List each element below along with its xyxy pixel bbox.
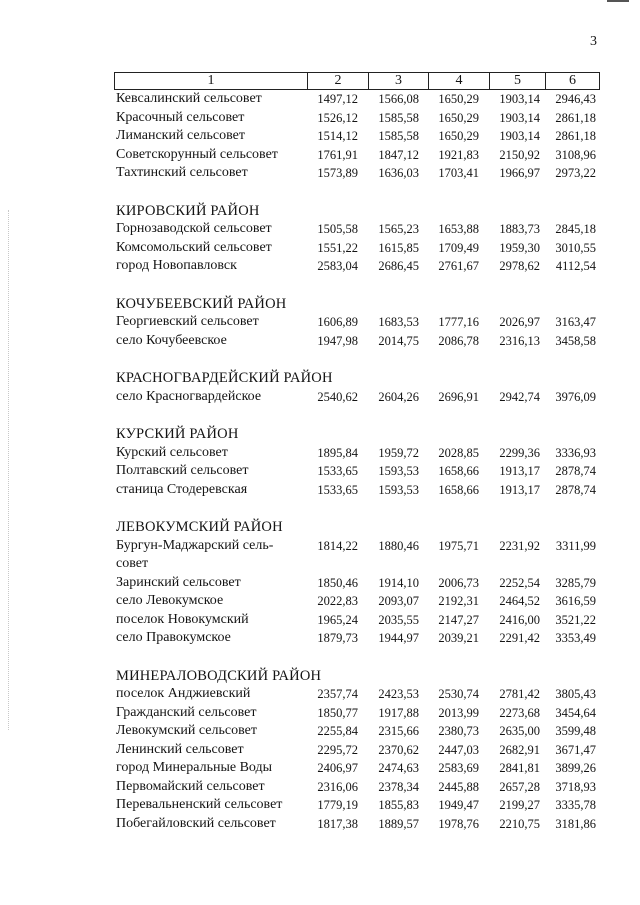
value-col-3: 1855,83 — [378, 798, 419, 812]
value-col-2: 2540,62 — [317, 389, 358, 404]
settlement-name: Левокумский сельсовет — [116, 723, 257, 738]
value-col-2: 2255,84 — [317, 724, 358, 738]
value-col-4: 2028,85 — [438, 445, 479, 460]
settlement-name: Советскорунный сельсовет — [116, 146, 278, 162]
settlement-name: село Красногвардейское — [116, 388, 262, 404]
settlement-name: Первомайский сельсовет — [116, 778, 265, 794]
value-col-6: 3335,78 — [555, 798, 596, 812]
value-col-6: 2973,22 — [555, 166, 596, 180]
header-col-6: 6 — [545, 73, 599, 89]
value-col-5: 1903,14 — [499, 110, 540, 125]
value-col-3: 1683,53 — [378, 315, 419, 329]
value-col-5: 2291,42 — [499, 631, 540, 645]
settlement-name: Лиманский сельсовет — [116, 128, 246, 143]
header-col-1: 1 — [207, 73, 215, 88]
value-col-4: 1949,47 — [438, 798, 479, 812]
settlement-name: поселок Новокумский — [116, 611, 249, 627]
section-spacer — [114, 276, 600, 295]
value-col-3: 1585,58 — [378, 129, 419, 143]
value-col-6: 3108,96 — [555, 147, 596, 162]
value-col-5: 2273,68 — [499, 705, 540, 720]
value-col-6: 3181,86 — [555, 816, 596, 831]
value-col-2: 2357,74 — [317, 687, 358, 701]
value-col-3: 2315,66 — [378, 724, 419, 738]
value-col-2: 1505,58 — [317, 222, 358, 236]
value-col-5: 1913,17 — [499, 482, 540, 497]
value-col-4: 1777,16 — [438, 315, 479, 329]
value-col-6: 3010,55 — [555, 240, 596, 255]
value-col-6: 3976,09 — [555, 389, 596, 404]
section-title: ЛЕВОКУМСКИЙ РАЙОН — [116, 519, 283, 535]
table-row — [114, 388, 600, 407]
section-heading — [114, 369, 600, 388]
table-row — [114, 778, 600, 797]
value-col-5: 2231,92 — [499, 538, 540, 553]
value-col-6: 2845,18 — [555, 222, 596, 236]
value-col-6: 3899,26 — [555, 761, 596, 775]
settlement-name: Горнозаводской сельсовет — [116, 221, 272, 236]
value-col-4: 1650,29 — [438, 110, 479, 125]
section-title: КРАСНОГВАРДЕЙСКИЙ РАЙОН — [116, 370, 333, 386]
value-col-4: 2445,88 — [438, 779, 479, 794]
value-col-2: 1879,73 — [317, 631, 358, 645]
value-col-3: 1615,85 — [378, 240, 419, 255]
section-spacer — [114, 183, 600, 202]
value-col-2: 1526,12 — [317, 110, 358, 125]
value-col-4: 2380,73 — [438, 724, 479, 738]
value-col-4: 1921,83 — [438, 147, 479, 162]
table-row — [114, 127, 600, 146]
table-row — [114, 796, 600, 815]
value-col-2: 2406,97 — [317, 761, 358, 775]
value-col-2: 2316,06 — [317, 779, 358, 794]
settlement-name: Кевсалинский сельсовет — [116, 91, 262, 106]
value-col-4: 2192,31 — [438, 594, 479, 608]
section-heading — [114, 667, 600, 686]
value-col-3: 1914,10 — [378, 575, 419, 590]
value-col-2: 1817,38 — [317, 816, 358, 831]
value-col-2: 1761,91 — [317, 147, 358, 162]
section-heading — [114, 425, 600, 444]
value-col-6: 2861,18 — [555, 129, 596, 143]
value-col-3: 2014,75 — [378, 333, 419, 348]
value-col-2: 1814,22 — [317, 538, 358, 553]
value-col-4: 1650,29 — [438, 92, 479, 106]
settlement-name: Полтавский сельсовет — [116, 463, 249, 478]
table-row — [114, 332, 600, 351]
value-col-2: 1850,77 — [317, 705, 358, 720]
value-col-6: 3671,47 — [555, 742, 596, 757]
table-row — [114, 611, 600, 630]
value-col-2: 2295,72 — [317, 742, 358, 757]
value-col-5: 2210,75 — [499, 816, 540, 831]
value-col-3: 1847,12 — [378, 147, 419, 162]
value-col-5: 2026,97 — [499, 315, 540, 329]
value-col-5: 2978,62 — [499, 259, 540, 273]
value-col-5: 2657,28 — [499, 779, 540, 794]
section-heading — [114, 202, 600, 221]
value-col-5: 2416,00 — [499, 612, 540, 627]
settlement-name: Тахтинский сельсовет — [116, 165, 248, 180]
value-col-5: 1903,14 — [499, 129, 540, 143]
value-col-4: 1975,71 — [438, 538, 479, 553]
table-row — [114, 759, 600, 778]
value-col-6: 3805,43 — [555, 687, 596, 701]
settlement-name: Гражданский сельсовет — [116, 704, 257, 720]
table-row — [114, 741, 600, 760]
value-col-4: 2013,99 — [438, 705, 479, 720]
value-col-4: 2039,21 — [438, 631, 479, 645]
value-col-4: 2583,69 — [438, 761, 479, 775]
settlement-name: село Кочубеевское — [116, 332, 227, 348]
value-col-3: 2604,26 — [378, 389, 419, 404]
value-col-4: 2086,78 — [438, 333, 479, 348]
value-col-4: 1709,49 — [438, 240, 479, 255]
value-col-3: 1565,23 — [378, 222, 419, 236]
value-col-3: 2370,62 — [378, 742, 419, 757]
value-col-6: 3616,59 — [555, 594, 596, 608]
section-spacer — [114, 499, 600, 518]
value-col-3: 1636,03 — [378, 166, 419, 180]
value-col-5: 2942,74 — [499, 389, 540, 404]
value-col-3: 2686,45 — [378, 259, 419, 273]
settlement-name: станица Стодеревская — [116, 481, 248, 497]
value-col-6: 3285,79 — [555, 575, 596, 590]
scan-fold-line — [8, 210, 10, 730]
value-col-6: 3454,64 — [555, 705, 596, 720]
section-title: МИНЕРАЛОВОДСКИЙ РАЙОН — [116, 667, 322, 684]
settlement-name: Бургун-Маджарский сель-совет — [116, 537, 274, 571]
table-row — [114, 629, 600, 648]
value-col-3: 2093,07 — [378, 594, 419, 608]
value-col-2: 2022,83 — [317, 594, 358, 608]
value-col-6: 2946,43 — [555, 92, 596, 106]
value-col-6: 2878,74 — [555, 464, 596, 478]
table-row — [114, 704, 600, 723]
settlement-name: Красочный сельсовет — [116, 109, 245, 125]
value-col-3: 1585,58 — [378, 110, 419, 125]
value-col-6: 3353,49 — [555, 631, 596, 645]
value-col-3: 1566,08 — [378, 92, 419, 106]
table-row — [114, 239, 600, 258]
value-col-3: 1880,46 — [378, 538, 419, 553]
value-col-2: 1947,98 — [317, 333, 358, 348]
value-col-5: 1966,97 — [499, 166, 540, 180]
table-row — [114, 444, 600, 463]
value-col-4: 1703,41 — [438, 166, 479, 180]
value-col-4: 2147,27 — [438, 612, 479, 627]
value-col-5: 2316,13 — [499, 333, 540, 348]
settlement-name: Ленинский сельсовет — [116, 741, 244, 757]
value-col-4: 1653,88 — [438, 222, 479, 236]
value-col-3: 1959,72 — [378, 445, 419, 460]
value-col-2: 1514,12 — [317, 129, 358, 143]
value-col-4: 2696,91 — [438, 389, 479, 404]
settlement-name: Побегайловский сельсовет — [116, 815, 276, 831]
section-title: КОЧУБЕЕВСКИЙ РАЙОН — [116, 295, 287, 312]
value-col-5: 2781,42 — [499, 687, 540, 701]
settlement-name: Заринский сельсовет — [116, 574, 241, 590]
value-col-3: 2423,53 — [378, 687, 419, 701]
table-row — [114, 592, 600, 611]
value-col-5: 2464,52 — [499, 594, 540, 608]
value-col-2: 1551,22 — [317, 240, 358, 255]
settlement-name: Курский сельсовет — [116, 444, 228, 460]
value-col-4: 2006,73 — [438, 575, 479, 590]
value-col-2: 2583,04 — [317, 259, 358, 273]
header-col-5: 5 — [489, 73, 545, 89]
table-row — [114, 90, 600, 109]
value-col-5: 1883,73 — [499, 222, 540, 236]
value-col-6: 2861,18 — [555, 110, 596, 125]
table-row — [114, 164, 600, 183]
section-heading — [114, 295, 600, 314]
value-col-3: 1944,97 — [378, 631, 419, 645]
table-header-row — [114, 72, 600, 90]
table-row — [114, 109, 600, 128]
value-col-3: 2474,63 — [378, 761, 419, 775]
settlement-name: Перевальненский сельсовет — [116, 797, 283, 812]
table-row — [114, 685, 600, 704]
value-col-3: 2378,34 — [378, 779, 419, 794]
section-spacer — [114, 648, 600, 667]
value-col-5: 1903,14 — [499, 92, 540, 106]
settlement-name: село Левокумское — [116, 593, 224, 608]
value-col-5: 1959,30 — [499, 240, 540, 255]
value-col-2: 1606,89 — [317, 315, 358, 329]
value-col-4: 2447,03 — [438, 742, 479, 757]
table-row — [114, 146, 600, 165]
value-col-3: 1593,53 — [378, 464, 419, 478]
value-col-6: 3311,99 — [555, 538, 596, 553]
table-row — [114, 537, 600, 574]
table-row — [114, 481, 600, 500]
section-spacer — [114, 406, 600, 425]
table-row — [114, 462, 600, 481]
section-title: КИРОВСКИЙ РАЙОН — [116, 202, 260, 219]
table-row — [114, 815, 600, 834]
settlement-name: поселок Анджиевский — [116, 686, 251, 701]
value-col-2: 1850,46 — [317, 575, 358, 590]
table-row — [114, 574, 600, 593]
page-number: 3 — [590, 34, 597, 49]
header-col-2: 2 — [307, 73, 368, 89]
header-col-3: 3 — [368, 73, 428, 89]
value-col-5: 2150,92 — [499, 147, 540, 162]
value-col-2: 1533,65 — [317, 464, 358, 478]
settlement-name: город Минеральные Воды — [116, 760, 273, 775]
table-row — [114, 220, 600, 239]
scan-corner-mark — [607, 0, 629, 2]
section-heading — [114, 518, 600, 537]
value-col-5: 2635,00 — [499, 724, 540, 738]
section-title: КУРСКИЙ РАЙОН — [116, 426, 239, 442]
value-col-4: 1978,76 — [438, 816, 479, 831]
value-col-3: 1917,88 — [378, 705, 419, 720]
table-row — [114, 257, 600, 276]
value-col-3: 1593,53 — [378, 482, 419, 497]
tariff-table — [114, 72, 600, 833]
value-col-5: 2199,27 — [499, 798, 540, 812]
value-col-2: 1497,12 — [317, 92, 358, 106]
settlement-name: Георгиевский сельсовет — [116, 314, 259, 329]
value-col-5: 2252,54 — [499, 575, 540, 590]
value-col-6: 3521,22 — [555, 612, 596, 627]
value-col-6: 3458,58 — [555, 333, 596, 348]
value-col-6: 3163,47 — [555, 315, 596, 329]
value-col-4: 2530,74 — [438, 687, 479, 701]
value-col-3: 2035,55 — [378, 612, 419, 627]
value-col-6: 3336,93 — [555, 445, 596, 460]
settlement-name: Комсомольский сельсовет — [116, 239, 272, 255]
value-col-6: 3718,93 — [555, 779, 596, 794]
value-col-6: 2878,74 — [555, 482, 596, 497]
value-col-5: 2299,36 — [499, 445, 540, 460]
value-col-4: 1650,29 — [438, 129, 479, 143]
value-col-2: 1779,19 — [317, 798, 358, 812]
value-col-6: 3599,48 — [555, 724, 596, 738]
value-col-4: 1658,66 — [438, 464, 479, 478]
header-col-4: 4 — [428, 73, 489, 89]
value-col-4: 2761,67 — [438, 259, 479, 273]
settlement-name: село Правокумское — [116, 630, 231, 645]
value-col-6: 4112,54 — [555, 259, 596, 273]
settlement-name: город Новопавловск — [116, 258, 237, 273]
table-row — [114, 313, 600, 332]
section-spacer — [114, 350, 600, 369]
value-col-4: 1658,66 — [438, 482, 479, 497]
value-col-5: 2682,91 — [499, 742, 540, 757]
value-col-2: 1965,24 — [317, 612, 358, 627]
value-col-5: 2841,81 — [499, 761, 540, 775]
value-col-3: 1889,57 — [378, 816, 419, 831]
value-col-2: 1895,84 — [317, 445, 358, 460]
value-col-2: 1573,89 — [317, 166, 358, 180]
table-body — [114, 90, 600, 833]
value-col-5: 1913,17 — [499, 464, 540, 478]
table-row — [114, 722, 600, 741]
value-col-2: 1533,65 — [317, 482, 358, 497]
